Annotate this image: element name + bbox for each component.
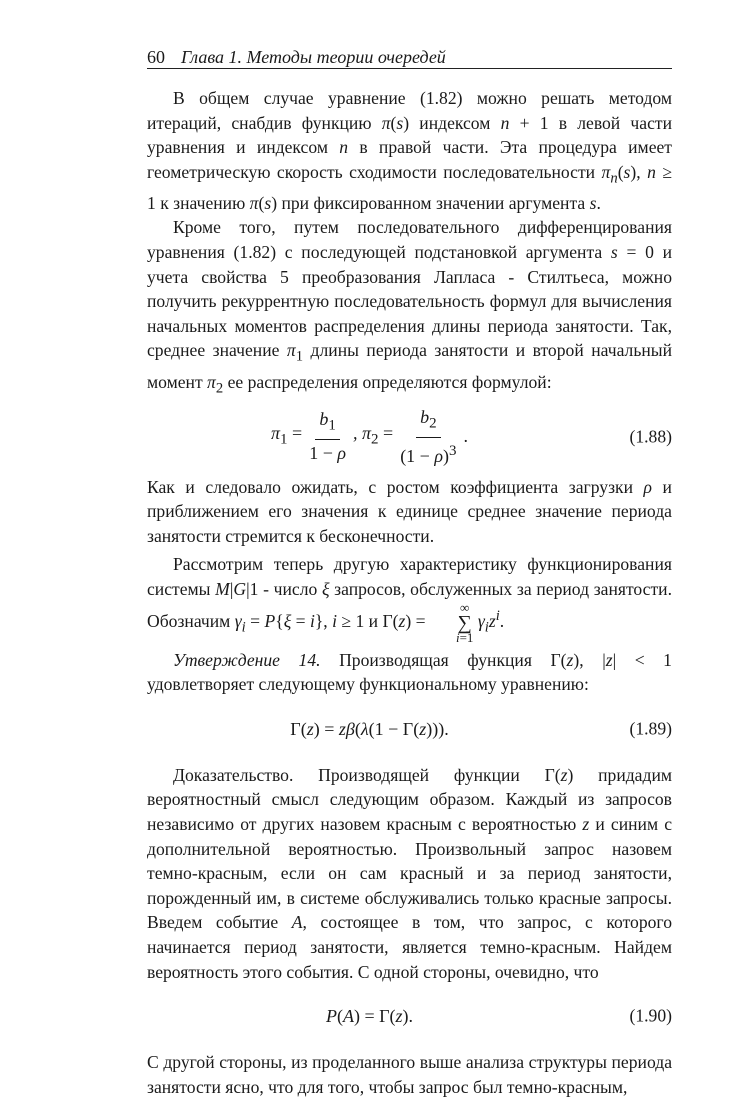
fraction-pi2: $\frac{b_2}{(1 - \rho)^3}$ (400, 406, 457, 466)
equation-1-89 (147, 707, 672, 751)
equation-1-90 (147, 994, 672, 1038)
body-text (147, 86, 672, 1099)
equation-number: (1.88) (629, 426, 672, 447)
paragraph-moments: Кроме того, путем последовательного дифференцирования уравнения (1.82) с последующей подстановкой аргумента s = 0 и учета свойства 5 преобразования Лапласа - Стилтьеса, можно получить рекуррентную последовательность формул для вычисления начальных моментов распределения длины периода занятости. Так, среднее значение $\pi_1$ длины периода занятости и второй начальный момент $\pi_2$ ее распределения определяются формулой: (147, 217, 673, 397)
header-rule (147, 68, 672, 69)
paragraph-proof: Доказательство. Производящей функции Γ(z) придадим вероятностный смысл следующим образом. Каждый из запросов независимо от других назовем красным с вероятностью z и синим с дополнительной вероятностью. Произвольный запрос назовем темно-красным, если он сам красный и за период занятости, порожденный им, в системе обслуживались только красные запросы. Введем событие A, состоящее в том, что запрос, с которого начинается период занятости, является темно-красным. Найдем вероятность этого события. С одной стороны, очевидно, что (147, 764, 673, 982)
paragraph-served-count: Рассмотрим теперь другую характеристику функционирования системы M|G|1 - число ξ запросов, обслуженных за период занятости. Обозначим $\gamma_i = P\{\xi = i\}$, i ≥ 1 и Γ(z) = ∞ ∑ i=1 $\gamma_iz^i$. (147, 554, 672, 645)
running-header (147, 44, 672, 70)
equation-1-88 (147, 406, 672, 466)
equation-1-90-body: P(A) = Γ(z). (325, 1005, 414, 1026)
paragraph-statement-14: Утверждение 14. Производящая функция Γ(z), |z| < 1 удовлетворяет следующему функциональному уравнению: (147, 649, 672, 695)
chapter-title: Глава 1. Методы теории очередей (181, 47, 446, 67)
paragraph-load-factor: Как и следовало ожидать, с ростом коэффициента загрузки ρ и приближением его значения к единице среднее значение периода занятости стремится к бесконечности. (147, 476, 672, 546)
equation-number: (1.90) (629, 1005, 672, 1026)
equation-number: (1.89) (629, 718, 672, 739)
equation-1-89-body: Γ(z) = zβ(λ(1 − Γ(z))). (290, 718, 449, 739)
equation-1-88-body: $\pi_1$ = $\frac{b_1}{1 - \rho}$ , $\pi_2$ = $\frac{b_2}{(1 - \rho)^3}$ . (147, 411, 592, 463)
fraction-pi1: $\frac{b_1}{1 - \rho}$ (309, 409, 346, 464)
paragraph-other-side: С другой стороны, из проделанного выше анализа структуры периода занятости ясно, что для того, чтобы запрос был темно-красным, (147, 1052, 672, 1097)
page-number: 60 (147, 47, 165, 67)
paragraph-iteration-method: В общем случае уравнение (1.82) можно решать методом итераций, снабдив функцию π(s) индексом n + 1 в левой части уравнения и индексом n в правой части. Эта процедура имеет геометрическую скорость сходимости последовательности $\pi_n(s)$, n ≥ 1 к значению π(s) при фиксированном значении аргумента s. (147, 88, 672, 213)
